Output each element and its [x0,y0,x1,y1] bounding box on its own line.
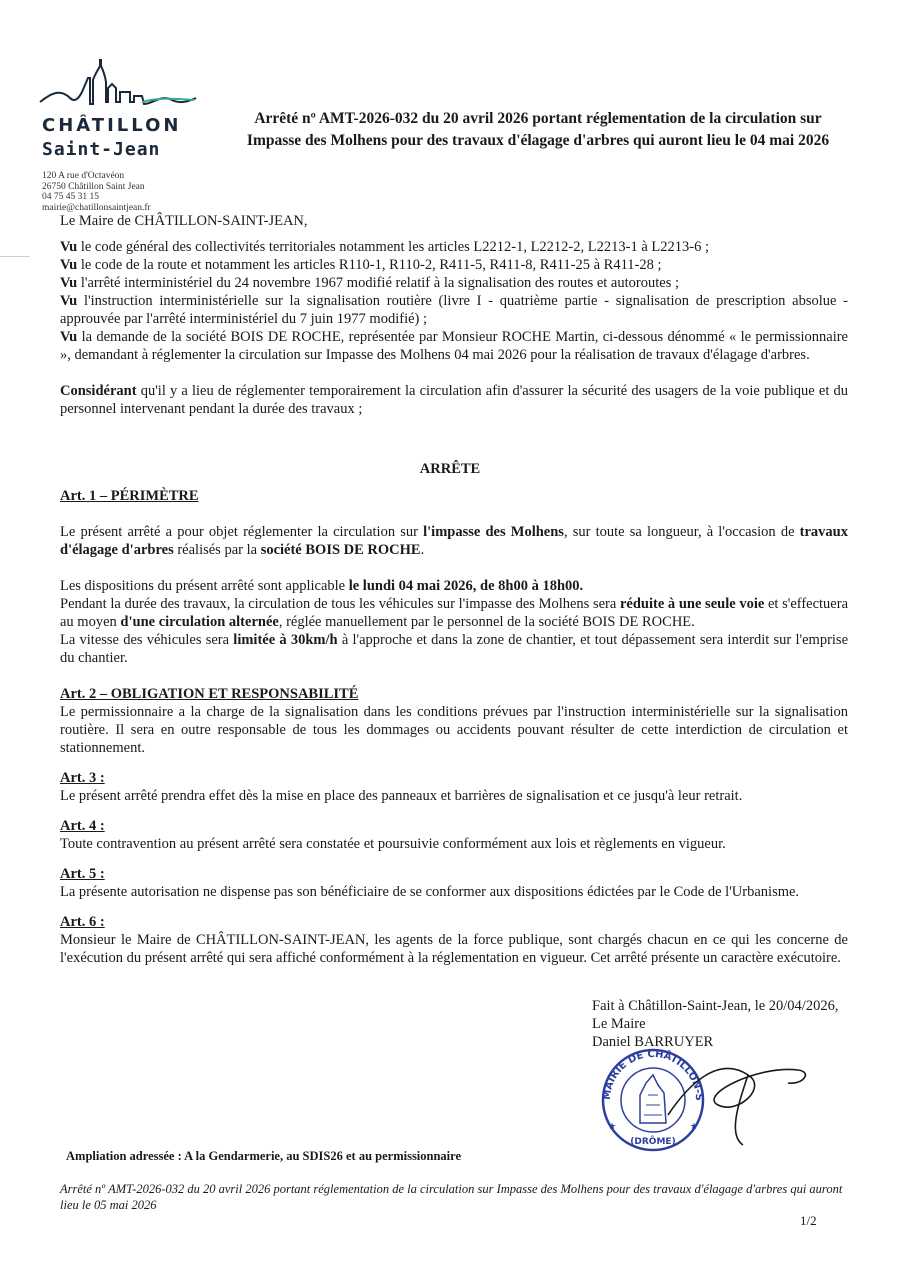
considerant-lead: Considérant [60,383,137,399]
text-run: , réglée manuellement par le personnel de la société BOIS DE ROCHE. [278,614,695,630]
article-6-text: Monsieur le Maire de CHÂTILLON-SAINT-JEAN, les agents de la force publique, sont chargés chacun en ce qui les concerne de l'exécution du présent arrêté qui sera affiché conformément à la réglementation en vigueur. Cet arrêté présente un caractère exécutoire. [60,932,848,966]
visa-text: le code de la route et notamment les articles R110-1, R110-2, R411-5, R411-8, R411-25 à R411-28 ; [77,257,662,273]
visa-lead: Vu [60,293,78,309]
article-6-heading: Art. 6 : [60,914,105,930]
text-run: à l'approche et dans la zone de chantier, et tout dépassement sera interdit sur l'emprise du chantier. [60,632,849,666]
signer-role: Le Maire [592,1016,646,1032]
text-run: réalisés par la [173,542,261,558]
mairie-address [42,171,151,213]
article-4-heading: Art. 4 : [60,818,105,834]
text-run: Pendant la durée des travaux, la circulation de tous les véhicules sur l'impasse des Molhens sera [60,596,620,612]
text-run: l'impasse des Molhens [423,524,564,540]
article-5-text: La présente autorisation ne dispense pas son bénéficiaire de se conformer aux dispositions édictées par le Code de l'Urbanisme. [60,884,800,900]
article-1-heading: Art. 1 – PÉRIMÈTRE [60,488,199,504]
text-run: limitée à 30km/h [233,632,338,648]
visa-text: l'instruction interministérielle sur la signalisation routière (livre I - quatrième partie - signalisation de prescription absolue - approuvée par l'arrêté interministériel du 7 juin 1977 modifié) ; [60,293,848,327]
svg-text:★: ★ [690,1122,699,1132]
visa-item [60,328,848,364]
footer-reference: Arrêté nº AMT-2026-032 du 20 avril 2026 portant réglementation de la circulation sur Impasse des Molhens pour des travaux d'élagage d'arbres qui auront lieu le 05 mai 2026 [60,1182,843,1212]
article-2-heading: Art. 2 – OBLIGATION ET RESPONSABILITÉ [60,686,359,702]
visa-item [60,292,848,328]
text-run: La vitesse des véhicules sera [60,632,234,648]
visa-text: l'arrêté interministériel du 24 novembre 1967 modifié relatif à la signalisation des routes et autoroutes ; [77,275,679,291]
svg-text:★: ★ [608,1122,617,1132]
text-run: Les dispositions du présent arrêté sont applicable [60,578,349,594]
text-run: d'une circulation alternée [120,614,279,630]
article-2-text: Le permissionnaire a la charge de la signalisation dans les conditions prévues par l'instruction interministérielle sur la signalisation routière. Il sera en outre responsable de tous les dommages ou accidents pouvant résulter de cette interdiction de circulation et stationnement. [60,704,848,756]
article-1-dates [60,577,848,595]
logo-name-line1: CHÂTILLON [42,115,182,136]
page-number: 1/2 [800,1213,817,1228]
svg-text:MAIRIE DE CHÂTILLON-ST-JEAN: MAIRIE DE CHÂTILLON-S [601,1048,705,1102]
address-line: 120 A rue d'Octavéon [42,171,125,181]
address-line: mairie@chatillonsaintjean.fr [42,202,151,213]
text-run: Le présent arrêté a pour objet réglementer la circulation sur [60,524,424,540]
village-logo [38,58,208,118]
address-line: 26750 Châtillon Saint Jean [42,181,145,192]
article-5-heading: Art. 5 : [60,866,105,882]
arrete-heading: ARRÊTE [419,461,481,477]
article-3-heading: Art. 3 : [60,770,105,786]
official-stamp [598,1045,848,1160]
text-run: société BOIS DE ROCHE [260,542,421,558]
considerant-paragraph [60,382,848,418]
article-3-text: Le présent arrêté prendra effet dès la mise en place des panneaux et barrières de signalisation et ce jusqu'à leur retrait. [60,788,743,804]
address-line: 04 75 45 31 15 [42,192,99,202]
article-1-speed [60,631,848,667]
visa-lead: Vu [60,329,78,345]
place-date: Fait à Châtillon-Saint-Jean, le 20/04/2026, [592,998,839,1014]
article-4-text: Toute contravention au présent arrêté sera constatée et poursuivie conformément aux lois et règlements en vigueur. [60,836,726,852]
visa-lead: Vu [60,239,78,255]
considerant-text: qu'il y a lieu de réglementer temporairement la circulation afin d'assurer la sécurité des usagers de la voie publique et du personnel intervenant pendant la durée des travaux ; [60,383,848,417]
mairie-seal-icon [598,1045,848,1155]
title-line: Impasse des Molhens pour des travaux d'élagage d'arbres qui auront lieu le 04 mai 2026 [246,132,830,149]
text-run: le lundi 04 mai 2026, de 8h00 à 18h00. [348,578,584,594]
article-1-paragraph [60,523,848,559]
signature-block [592,997,838,1051]
text-run: réduite à une seule voie [619,596,765,612]
visa-item [60,256,848,274]
article-1-circulation [60,595,848,631]
visa-item [60,274,848,292]
village-skyline-icon [38,58,198,118]
articles [60,487,848,967]
ampliation-note: Ampliation adressée : A la Gendarmerie, au SDIS26 et au permissionnaire [66,1149,462,1163]
signer-name: Daniel BARRUYER [592,1034,714,1050]
intro-line: Le Maire de CHÂTILLON-SAINT-JEAN, [60,213,308,229]
visa-text: le code général des collectivités territoriales notamment les articles L2212-1, L2212-2, L2213-1 à L2213-6 ; [77,239,709,255]
text-run: et s'effectuera au moyen [60,596,849,630]
text-run: travaux d'élagage d'arbres [60,524,849,558]
logo-name-line2: Saint-Jean [42,139,161,160]
title-line: Arrêté nº AMT-2026-032 du 20 avril 2026 portant réglementation de la circulation sur [254,110,822,127]
svg-text:(DRÔME): (DRÔME) [630,1137,676,1147]
visa-lead: Vu [60,275,78,291]
visa-lead: Vu [60,257,78,273]
text-run: , sur toute sa longueur, à l'occasion de [563,524,800,540]
visa-item [60,238,848,256]
preamble [60,212,848,418]
document-title [218,108,858,152]
margin-mark [0,256,30,257]
visa-text: la demande de la société BOIS DE ROCHE, représentée par Monsieur ROCHE Martin, ci-dessous dénommé « le permissionnaire », demandant à réglementer la circulation sur Impasse des Molhens 04 mai 2026 pour la réalisation de travaux d'élagage d'arbres. [60,329,848,363]
text-run: . [420,542,425,558]
